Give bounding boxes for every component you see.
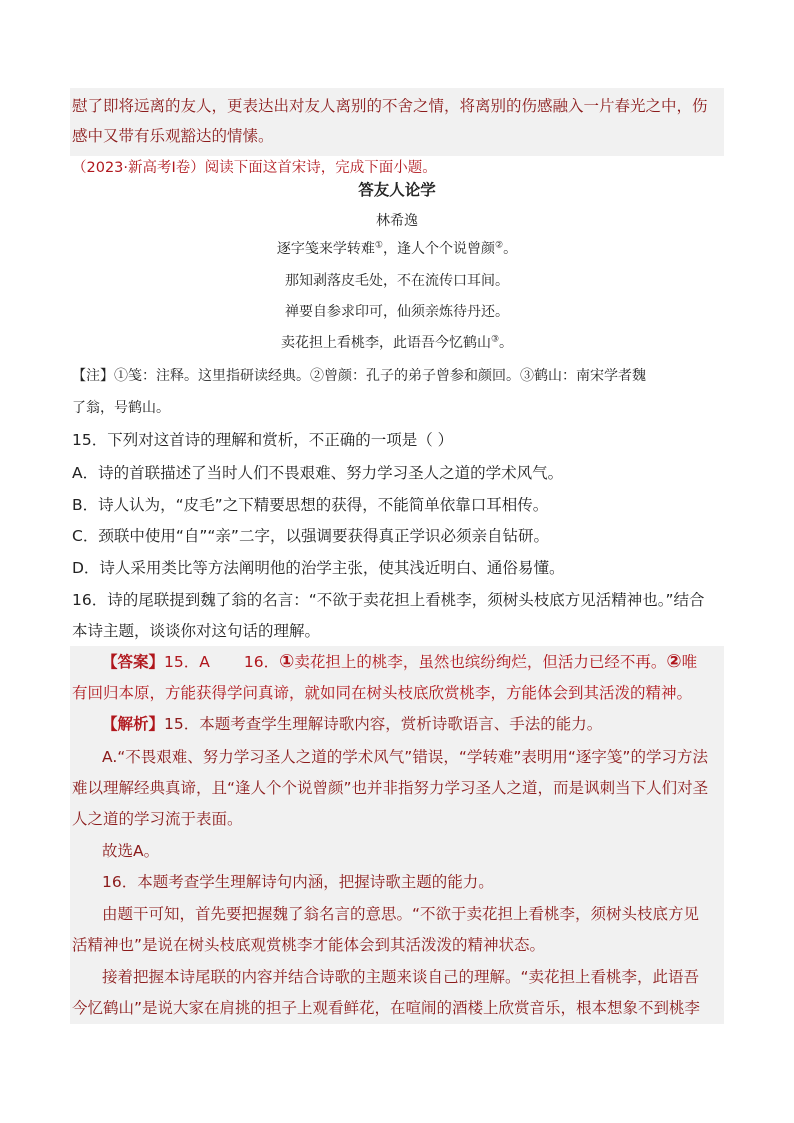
analysis-label: 【解析】: [102, 715, 165, 733]
top-analysis-line-2: 感中又带有乐观豁达的情愫。: [72, 127, 274, 145]
poem-author: 林希逸: [376, 213, 418, 229]
poem-line-1-b: ，逢人个个说曾颜: [383, 241, 495, 257]
analysis-text-1: 15．本题考查学生理解诗歌内容，赏析诗歌语言、手法的能力。: [164, 715, 603, 733]
footnote-mark-3: ③: [490, 334, 500, 345]
poem-line-4-b: 。: [499, 335, 514, 351]
poem-note-line-1: 【注】①笺：注释。这里指研读经典。②曾颜：孔子的弟子曾参和颜回。③鹤山：南宋学者魏: [72, 368, 646, 384]
analysis-line-1: [102, 714, 602, 734]
poem-line-3: 禅要自参求印可，仙须亲炼待丹还。: [285, 304, 509, 320]
analysis-line-3: 难以理解经典真谛，且“逢人个个说曾颜”也并非指努力学习圣人之道，而是讽刺当下人们对圣: [72, 779, 709, 797]
poem-line-1: [0, 239, 794, 259]
answer-line-2: 有回归本原，方能获得学问真谛，就如同在树头枝底欣赏桃李，方能体会到其活泼的精神。: [72, 684, 693, 702]
top-analysis-line-1: 慰了即将远离的友人，更表达出对友人离别的不舍之情，将离别的伤感融入一片春光之中，伤: [72, 97, 708, 115]
answer-line-1: [102, 652, 697, 672]
q15-option-b: B．诗人认为，“皮毛”之下精要思想的获得，不能简单依靠口耳相传。: [72, 496, 549, 514]
answer-circled-1: ①: [279, 651, 295, 672]
source-intro: （2023·新高考Ⅰ卷）阅读下面这首宋诗，完成下面小题。: [72, 160, 437, 176]
answer-circled-2: ②: [666, 651, 682, 672]
footnote-mark-1: ①: [374, 240, 383, 251]
q15-option-d: D．诗人采用类比等方法阐明他的治学主张，使其浅近明白、通俗易懂。: [72, 559, 565, 577]
q15-option-c: C．颈联中使用“自”“亲”二字，以强调要获得真正学识必须亲自钻研。: [72, 527, 549, 545]
analysis-line-2: A.“不畏艰难、努力学习圣人之道的学术风气”错误，“学转难”表明用“逐字笺”的学习方法: [102, 748, 708, 766]
answer-15: 15．A: [164, 653, 210, 671]
poem-title: 答友人论学: [358, 181, 436, 199]
analysis-line-4: 人之道的学习流于表面。: [72, 810, 243, 828]
poem-line-1-a: 逐字笺来学转难: [276, 241, 375, 257]
poem-line-1-c: 。: [503, 241, 518, 257]
answer-part-2-head: 唯: [681, 653, 698, 671]
analysis-line-6: 16．本题考查学生理解诗句内涵，把握诗歌主题的能力。: [102, 873, 494, 891]
poem-note-line-2: 了翁，号鹤山。: [72, 400, 170, 416]
analysis-line-5: 故选A。: [102, 842, 160, 860]
q16-line-1: 16．诗的尾联提到魏了翁的名言：“不欲于卖花担上看桃李，须树头枝底方见活精神也。”结合: [72, 591, 705, 609]
analysis-line-10: 今忆鹤山”是说大家在肩挑的担子上观看鲜花，在喧闹的酒楼上欣赏音乐，根本想象不到桃李: [72, 999, 701, 1017]
answer-16-prefix: 16．: [243, 653, 280, 671]
q15-option-a: A．诗的首联描述了当时人们不畏艰难、努力学习圣人之道的学术风气。: [72, 464, 564, 482]
answer-part-1: 卖花担上的桃李，虽然也缤纷绚烂，但活力已经不再。: [294, 653, 667, 671]
q16-line-2: 本诗主题，谈谈你对这句话的理解。: [72, 622, 321, 640]
poem-line-4-a: 卖花担上看桃李，此语吾今忆鹤山: [280, 335, 491, 351]
q15-stem: 15．下列对这首诗的理解和赏析，不正确的一项是（ ）: [72, 431, 454, 449]
footnote-mark-2: ②: [495, 240, 504, 251]
analysis-line-7: 由题干可知，首先要把握魏了翁名言的意思。“不欲于卖花担上看桃李，须树头枝底方见: [102, 905, 700, 923]
poem-line-4: [0, 333, 794, 353]
poem-line-2: 那知剥落皮毛处，不在流传口耳间。: [285, 273, 509, 289]
analysis-line-9: 接着把握本诗尾联的内容并结合诗歌的主题来谈自己的理解。“卖花担上看桃李，此语吾: [102, 968, 700, 986]
answer-label: 【答案】: [102, 653, 165, 671]
analysis-line-8: 活精神也”是说在树头枝底观赏桃李才能体会到其活泼泼的精神状态。: [72, 936, 546, 954]
